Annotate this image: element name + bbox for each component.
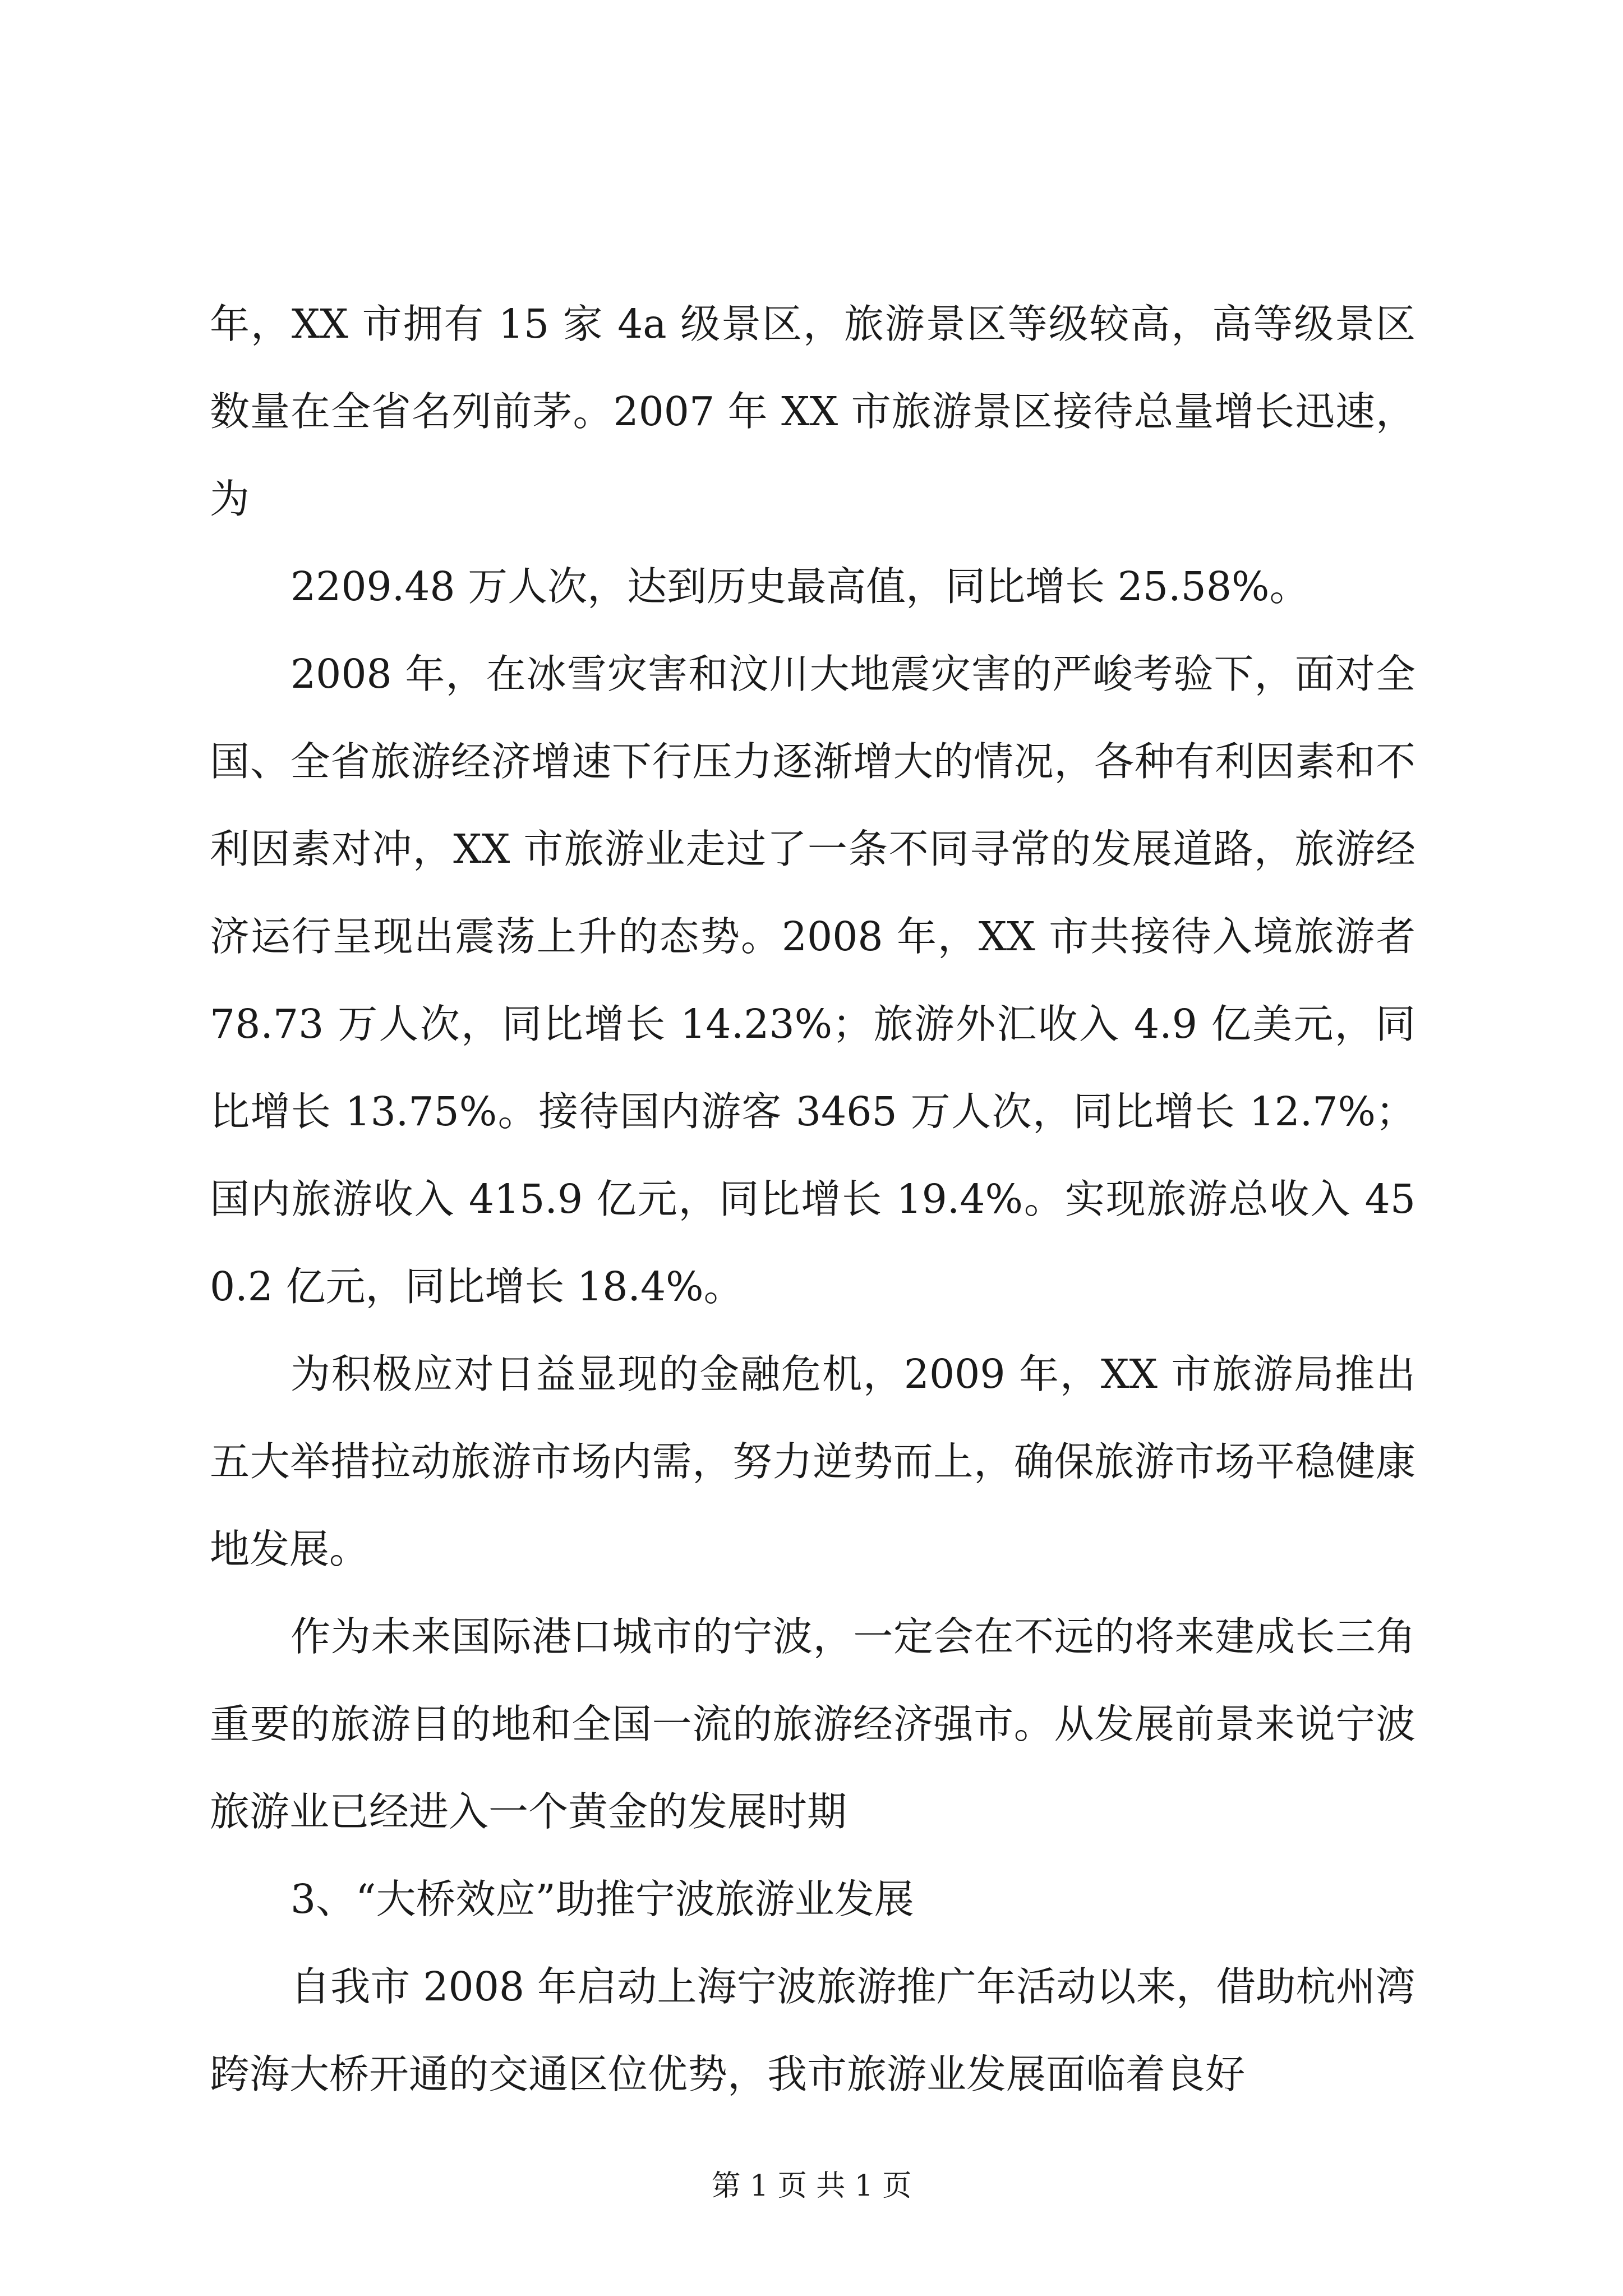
paragraph-4: 为积极应对日益显现的金融危机，2009 年，XX 市旅游局推出五大举措拉动旅游市场内需，努力逆势而上，确保旅游市场平稳健康地发展。 xyxy=(210,1351,1415,1572)
paragraph-5: 作为未来国际港口城市的宁波，一定会在不远的将来建成长三角重要的旅游目的地和全国一流的旅游经济强市。从发展前景来说宁波旅游业已经进入一个黄金的发展时期 xyxy=(210,1613,1415,1835)
paragraph-1: 年，XX 市拥有 15 家 4a 级景区，旅游景区等级较高，高等级景区数量在全省名列前茅。2007 年 XX 市旅游景区接待总量增长迅速，为 xyxy=(210,301,1415,522)
paragraph-2: 2209.48 万人次，达到历史最高值，同比增长 25.58%。 xyxy=(291,563,1310,610)
section-heading: 3、“大桥效应”助推宁波旅游业发展 xyxy=(291,1876,914,1922)
document-body xyxy=(210,280,1415,2118)
page-footer: 第 1 页 共 1 页 xyxy=(711,2169,912,2203)
paragraph-6: 自我市 2008 年启动上海宁波旅游推广年活动以来，借助杭州湾跨海大桥开通的交通区位优势，我市旅游业发展面临着良好 xyxy=(210,1963,1415,2097)
paragraph-3: 2008 年，在冰雪灾害和汶川大地震灾害的严峻考验下，面对全国、全省旅游经济增速下行压力逐渐增大的情况，各种有利因素和不利因素对冲，XX 市旅游业走过了一条不同寻常的发展道路，旅游经济运行呈现出震荡上升的态势。2008 年，XX 市共接待入境旅游者 78.73 万人次，同比增长 14.23%；旅游外汇收入 4.9 亿美元，同比增长 13.75%。接待国内游客 3465 万人次，同比增长 12.7%；国内旅游收入 415.9 亿元，同比增长 19.4%。实现旅游总收入 450.2 亿元，同比增长 18.4%。 xyxy=(210,651,1415,1310)
